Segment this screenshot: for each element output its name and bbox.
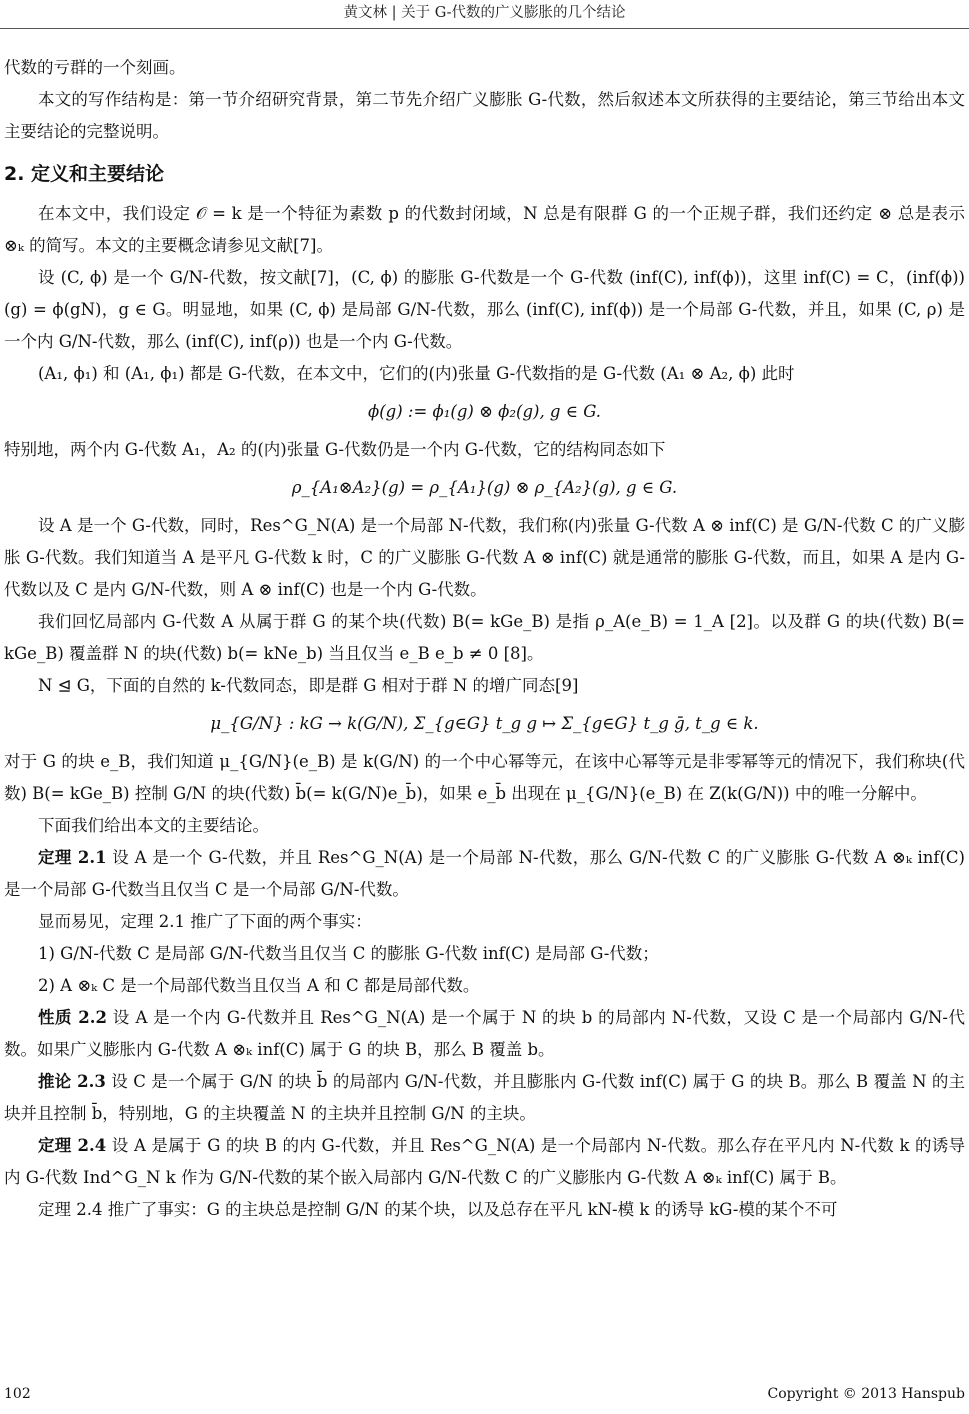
theorem-2-4 [4, 1130, 965, 1194]
paragraph: N ⊴ G，下面的自然的 k-代数同态，即是群 G 相对于群 N 的增广同态[9] [38, 676, 579, 695]
paragraph: 代数的亏群的一个刻画。 [4, 58, 186, 77]
corollary-2-3 [4, 1066, 965, 1130]
formula: ρ_{A₁⊗A₂}(g) = ρ_{A₁}(g) ⊗ ρ_{A₂}(g), g ∈ G. [291, 478, 678, 497]
theorem-2-1 [4, 842, 965, 906]
list-item: 2) A ⊗ₖ C 是一个局部代数当且仅当 A 和 C 都是局部代数。 [38, 976, 480, 995]
page-footer [0, 1386, 969, 1410]
paragraph: 在本文中，我们设定 𝒪 = k 是一个特征为素数 p 的代数封闭域，N 总是有限群 G 的一个正规子群，我们还约定 ⊗ 总是表示 ⊗ₖ 的简写。本文的主要概念请参见文献[7]。 [4, 204, 965, 255]
paragraph: 下面我们给出本文的主要结论。 [38, 816, 269, 835]
paragraph: 对于 G 的块 e_B，我们知道 μ_{G/N}(e_B) 是 k(G/N) 的一个中心幂等元，在该中心幂等元是非零幂等元的情况下，我们称块(代数) B(= kGe_B) 控制 G/N 的块(代数) b̄(= k(G/N)e_b̄)，如果 e_b̄ 出现在 μ_{G/N}(e_B) 在 Z(k(G/N)) 中的唯一分解中。 [4, 752, 965, 803]
paragraph: 设 (C, ϕ) 是一个 G/N-代数，按文献[7]，(C, ϕ) 的膨胀 G-代数是一个 G-代数 (inf(C), inf(ϕ))，这里 inf(C) = C，(inf(ϕ))(g) = ϕ(gN)，g ∈ G。明显地，如果 (C, ϕ) 是局部 G/N-代数，那么 (inf(C), inf(ϕ)) 是一个局部 G-代数，并且，如果 (C, ρ) 是一个内 G/N-代数，那么 (inf(C), inf(ρ)) 也是一个内 G-代数。 [4, 268, 965, 351]
running-title: 黄文林 | 关于 G-代数的广义膨胀的几个结论 [343, 5, 626, 21]
property-2-2 [4, 1002, 965, 1066]
paragraph: 显而易见，定理 2.1 推广了下面的两个事实： [38, 912, 372, 931]
list-item: 1) G/N-代数 C 是局部 G/N-代数当且仅当 C 的膨胀 G-代数 inf(C) 是局部 G-代数； [38, 944, 659, 963]
theorem-label: 定理 2.1 [38, 848, 107, 867]
corollary-label: 推论 2.3 [38, 1072, 106, 1091]
corollary-text: 设 C 是一个属于 G/N 的块 b̄ 的局部内 G/N-代数，并且膨胀内 G-代数 inf(C) 属于 G 的块 B。那么 B 覆盖 N 的主块并且控制 b̄，特别地，G 的主块覆盖 N 的主块并且控制 G/N 的主块。 [4, 1072, 966, 1123]
page-number: 102 [4, 1386, 31, 1402]
formula: ϕ(g) := ϕ₁(g) ⊗ ϕ₂(g), g ∈ G. [367, 402, 602, 421]
section-heading: 2. 定义和主要结论 [4, 163, 165, 185]
property-text: 设 A 是一个内 G-代数并且 Res^G_N(A) 是一个属于 N 的块 b 的局部内 N-代数，又设 C 是一个局部内 G/N-代数。如果广义膨胀内 G-代数 A ⊗ₖ inf(C) 属于 G 的块 B，那么 B 覆盖 b。 [4, 1008, 966, 1059]
theorem-label: 定理 2.4 [38, 1136, 107, 1155]
copyright-notice: Copyright © 2013 Hanspub [767, 1386, 965, 1402]
theorem-text: 设 A 是属于 G 的块 B 的内 G-代数，并且 Res^G_N(A) 是一个局部内 N-代数。那么存在平凡内 N-代数 k 的诱导内 G-代数 Ind^G_N k 作为 G/N-代数的某个嵌入局部内 G/N-代数 C 的广义膨胀内 G-代数 A ⊗ₖ inf(C) 属于 B。 [4, 1136, 966, 1187]
paragraph: 定理 2.4 推广了事实：G 的主块总是控制 G/N 的某个块，以及总存在平凡 kN-模 k 的诱导 kG-模的某个不可 [38, 1200, 838, 1219]
property-label: 性质 2.2 [38, 1008, 107, 1027]
paragraph: 本文的写作结构是：第一节介绍研究背景，第二节先介绍广义膨胀 G-代数，然后叙述本文所获得的主要结论，第三节给出本文主要结论的完整说明。 [4, 90, 965, 141]
paragraph: 我们回忆局部内 G-代数 A 从属于群 G 的某个块(代数) B(= kGe_B) 是指 ρ_A(e_B) = 1_A [2]。以及群 G 的块(代数) B(= kGe_B) 覆盖群 N 的块(代数) b(= kNe_b) 当且仅当 e_B e_b ≠ 0 [8]。 [4, 612, 965, 663]
paragraph: 设 A 是一个 G-代数，同时，Res^G_N(A) 是一个局部 N-代数，我们称(内)张量 G-代数 A ⊗ inf(C) 是 G/N-代数 C 的广义膨胀 G-代数。我们知道当 A 是平凡 G-代数 k 时，C 的广义膨胀 G-代数 A ⊗ inf(C) 就是通常的膨胀 G-代数，而且，如果 A 是内 G-代数以及 C 是内 G/N-代数，则 A ⊗ inf(C) 也是一个内 G-代数。 [4, 516, 965, 599]
paragraph: 特别地，两个内 G-代数 A₁，A₂ 的(内)张量 G-代数仍是一个内 G-代数，它的结构同态如下 [4, 440, 666, 459]
formula: μ_{G/N} : kG → k(G/N), Σ_{g∈G} t_g g ↦ Σ_{g∈G} t_g ḡ, t_g ∈ k. [210, 714, 759, 733]
page-body [4, 52, 965, 1226]
theorem-text: 设 A 是一个 G-代数，并且 Res^G_N(A) 是一个局部 N-代数，那么 G/N-代数 C 的广义膨胀 G-代数 A ⊗ₖ inf(C) 是一个局部 G-代数当且仅当 C 是一个局部 G/N-代数。 [4, 848, 965, 899]
paragraph: (A₁, ϕ₁) 和 (A₁, ϕ₁) 都是 G-代数，在本文中，它们的(内)张量 G-代数指的是 G-代数 (A₁ ⊗ A₂, ϕ) 此时 [38, 364, 795, 383]
running-header [0, 0, 969, 29]
